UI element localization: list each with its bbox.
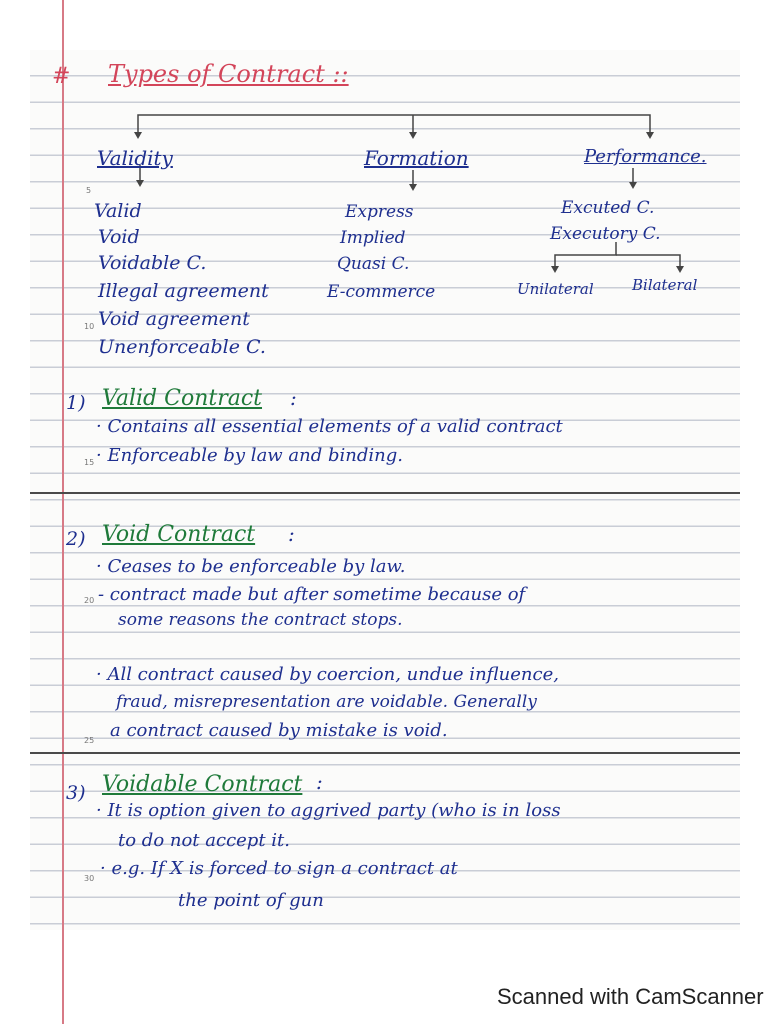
voidable-line: · e.g. If X is forced to sign a contract at — [100, 858, 458, 879]
page-title: Types of Contract :: — [108, 60, 349, 88]
line-number: 25 — [84, 736, 95, 745]
voidable-line: · It is option given to aggrived party (who is in loss — [96, 800, 561, 821]
line-number: 15 — [84, 458, 95, 467]
line-number: 30 — [84, 874, 95, 883]
formation-item: E-commerce — [327, 282, 436, 302]
performance-subitem: Unilateral — [517, 280, 594, 298]
validity-item: Illegal agreement — [98, 280, 269, 302]
performance-item: Executory C. — [550, 224, 661, 244]
validity-item: Void agreement — [98, 308, 250, 330]
section-number: 2) — [66, 528, 86, 550]
validity-item: Unenforceable C. — [98, 336, 266, 358]
section-number: 3) — [66, 782, 86, 804]
performance-item: Excuted C. — [561, 198, 655, 218]
formation-item: Quasi C. — [337, 254, 410, 274]
formation-item: Implied — [340, 228, 406, 248]
title-hash: # — [52, 64, 71, 89]
section-divider — [30, 752, 740, 754]
performance-heading: Performance. — [584, 146, 707, 167]
voidable-contract-heading: Voidable Contract — [102, 772, 303, 797]
formation-heading: Formation — [364, 146, 469, 170]
validity-item: Void — [98, 226, 140, 248]
void-contract-heading: Void Contract — [102, 522, 256, 547]
void-line: - contract made but after sometime because of — [98, 584, 526, 605]
validity-item: Valid — [94, 200, 142, 222]
heading-colon: : — [288, 522, 295, 546]
validity-item: Voidable C. — [98, 252, 207, 274]
void-line: · All contract caused by coercion, undue influence, — [96, 664, 559, 685]
valid-line: · Enforceable by law and binding. — [96, 445, 403, 466]
void-line: some reasons the contract stops. — [118, 610, 403, 630]
validity-heading: Validity — [97, 146, 173, 170]
line-number: 5 — [86, 186, 92, 195]
heading-colon: : — [290, 386, 297, 410]
voidable-line: the point of gun — [178, 890, 324, 911]
void-line: fraud, misrepresentation are voidable. Generally — [116, 692, 537, 712]
performance-subitem: Bilateral — [632, 276, 698, 294]
voidable-line: to do not accept it. — [118, 830, 290, 851]
section-divider — [30, 492, 740, 494]
formation-item: Express — [345, 202, 414, 222]
heading-colon: : — [316, 770, 323, 794]
scanner-watermark: Scanned with CamScanner — [497, 984, 764, 1009]
line-number: 10 — [84, 322, 95, 331]
valid-contract-heading: Valid Contract — [102, 386, 263, 411]
void-line: a contract caused by mistake is void. — [110, 720, 448, 741]
valid-line: · Contains all essential elements of a valid contract — [96, 416, 563, 437]
section-number: 1) — [66, 392, 86, 414]
void-line: · Ceases to be enforceable by law. — [96, 556, 406, 577]
line-number: 20 — [84, 596, 95, 605]
